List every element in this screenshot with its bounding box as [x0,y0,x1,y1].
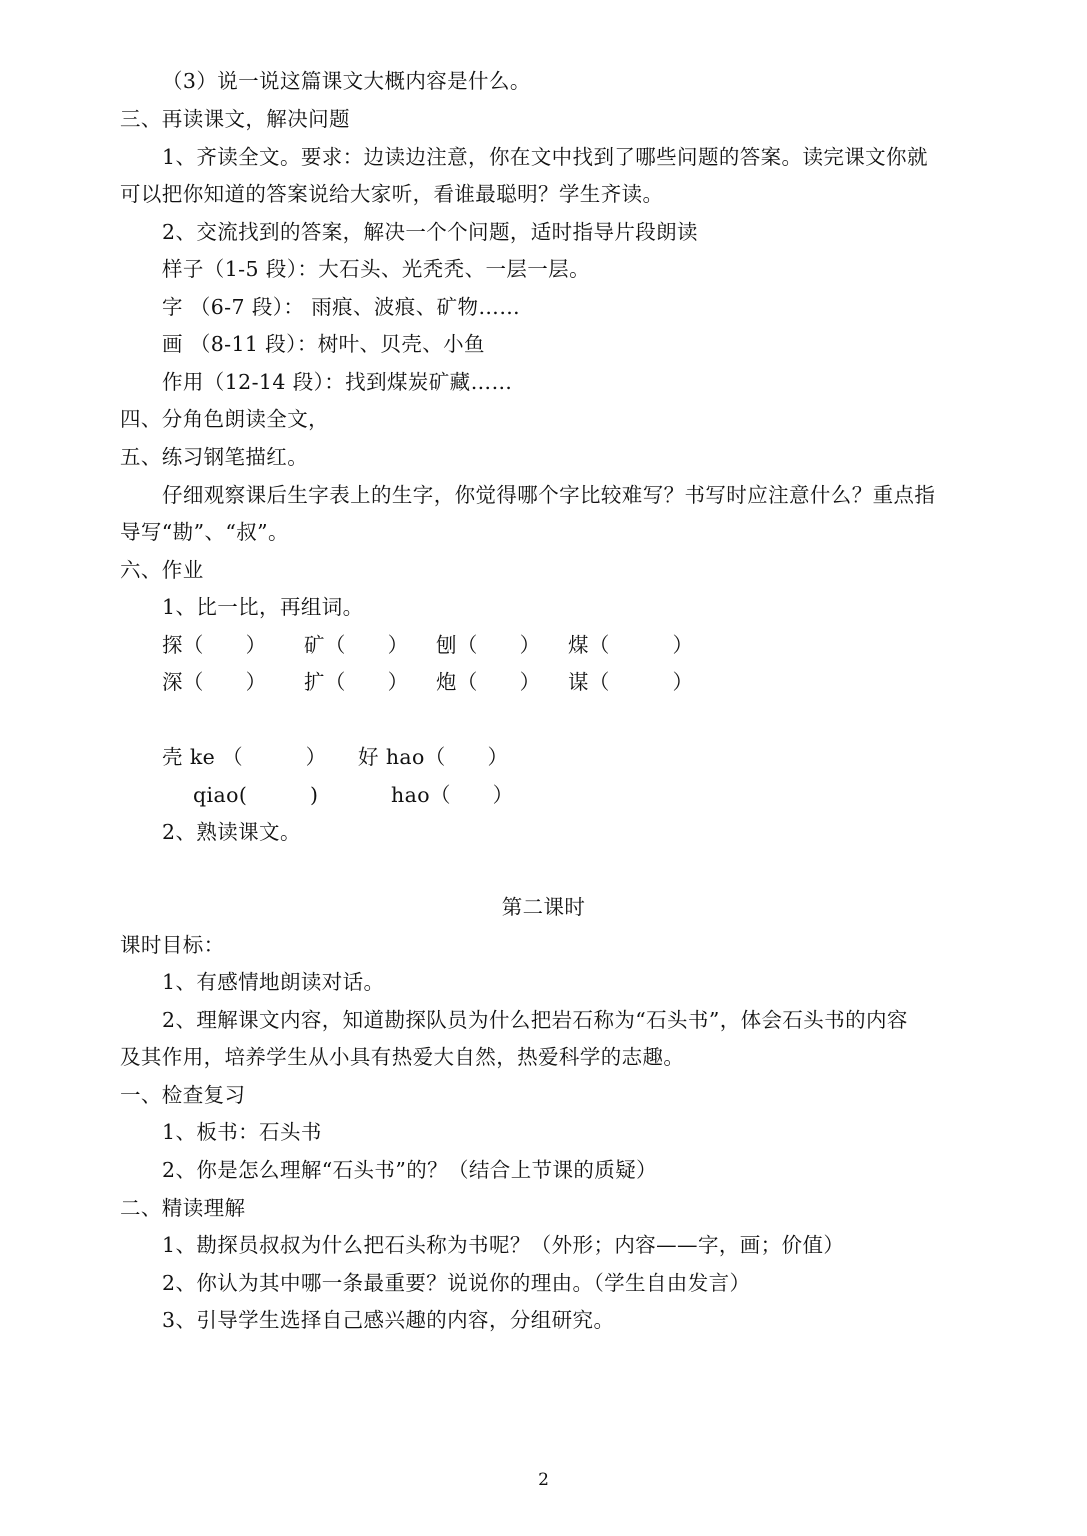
text-line: 样子（1-5 段）：大石头、光秃秃、一层一层。 [162,257,590,281]
text-line: 2、交流找到的答案，解决一个个问题，适时指导片段朗读 [162,220,698,244]
text-line: 1、有感情地朗读对话。 [162,970,385,994]
pinyin-cell: qiao( ) [193,783,319,807]
section-heading: 二、精读理解 [120,1196,246,1220]
compare-cell: 扩（ ） [304,670,409,694]
section-heading: 四、分角色朗读全文， [120,407,329,431]
text-line: 3、引导学生选择自己感兴趣的内容，分组研究。 [162,1308,615,1332]
page-number: 2 [538,1470,549,1490]
text-line: 1、板书：石头书 [162,1120,322,1144]
compare-cell: 深（ ） [162,670,267,694]
text-line: （3）说一说这篇课文大概内容是什么。 [162,69,531,93]
section-heading: 一、检查复习 [120,1083,246,1107]
text-line: 2、你认为其中哪一条最重要？说说你的理由。（学生自由发言） [162,1271,751,1295]
pinyin-row [0,744,1087,770]
text-line: 仔细观察课后生字表上的生字，你觉得哪个字比较难写？书写时应注意什么？重点指 [162,483,936,507]
text-line: 2、熟读课文。 [162,820,301,844]
compare-cell: 刨（ ） [436,633,541,657]
section-title: 第二课时 [501,895,586,919]
text-line: 画 （8-11 段）：树叶、贝壳、小鱼 [162,332,485,356]
text-line: 2、理解课文内容，知道勘探队员为什么把岩石称为“石头书”，体会石头书的内容 [162,1008,908,1032]
pinyin-row [0,782,1087,808]
text-line: 1、齐读全文。要求：边读边注意，你在文中找到了哪些问题的答案。读完课文你就 [162,145,928,169]
compare-cell: 谋（ ） [568,670,694,694]
text-line: 及其作用，培养学生从小具有热爱大自然，热爱科学的志趣。 [120,1045,685,1069]
compare-cell: 煤（ ） [568,633,694,657]
text-line: 导写“勘”、“叔”。 [120,520,289,544]
compare-cell: 探（ ） [162,633,267,657]
section-heading: 六、作业 [120,558,204,582]
pinyin-cell: 壳 ke （ ） [162,745,327,769]
section-heading: 五、练习钢笔描红。 [120,445,309,469]
section-heading: 课时目标： [120,933,225,957]
text-line: 可以把你知道的答案说给大家听，看谁最聪明？学生齐读。 [120,182,664,206]
section-heading: 三、再读课文，解决问题 [120,107,350,131]
compare-cell: 炮（ ） [436,670,541,694]
pinyin-cell: 好 hao（ ） [358,745,509,769]
pinyin-cell: hao（ ） [391,783,514,807]
text-line: 字 （6-7 段）： 雨痕、波痕、矿物…… [162,295,521,319]
compare-cell: 矿（ ） [304,633,409,657]
text-line: 作用（12-14 段）：找到煤炭矿藏…… [162,370,513,394]
text-line: 2、你是怎么理解“石头书”的？（结合上节课的质疑） [162,1158,658,1182]
text-line: 1、比一比，再组词。 [162,595,364,619]
compare-row [0,669,1087,695]
text-line: 1、勘探员叔叔为什么把石头称为书呢？（外形；内容——字，画；价值） [162,1233,845,1257]
compare-row [0,632,1087,658]
